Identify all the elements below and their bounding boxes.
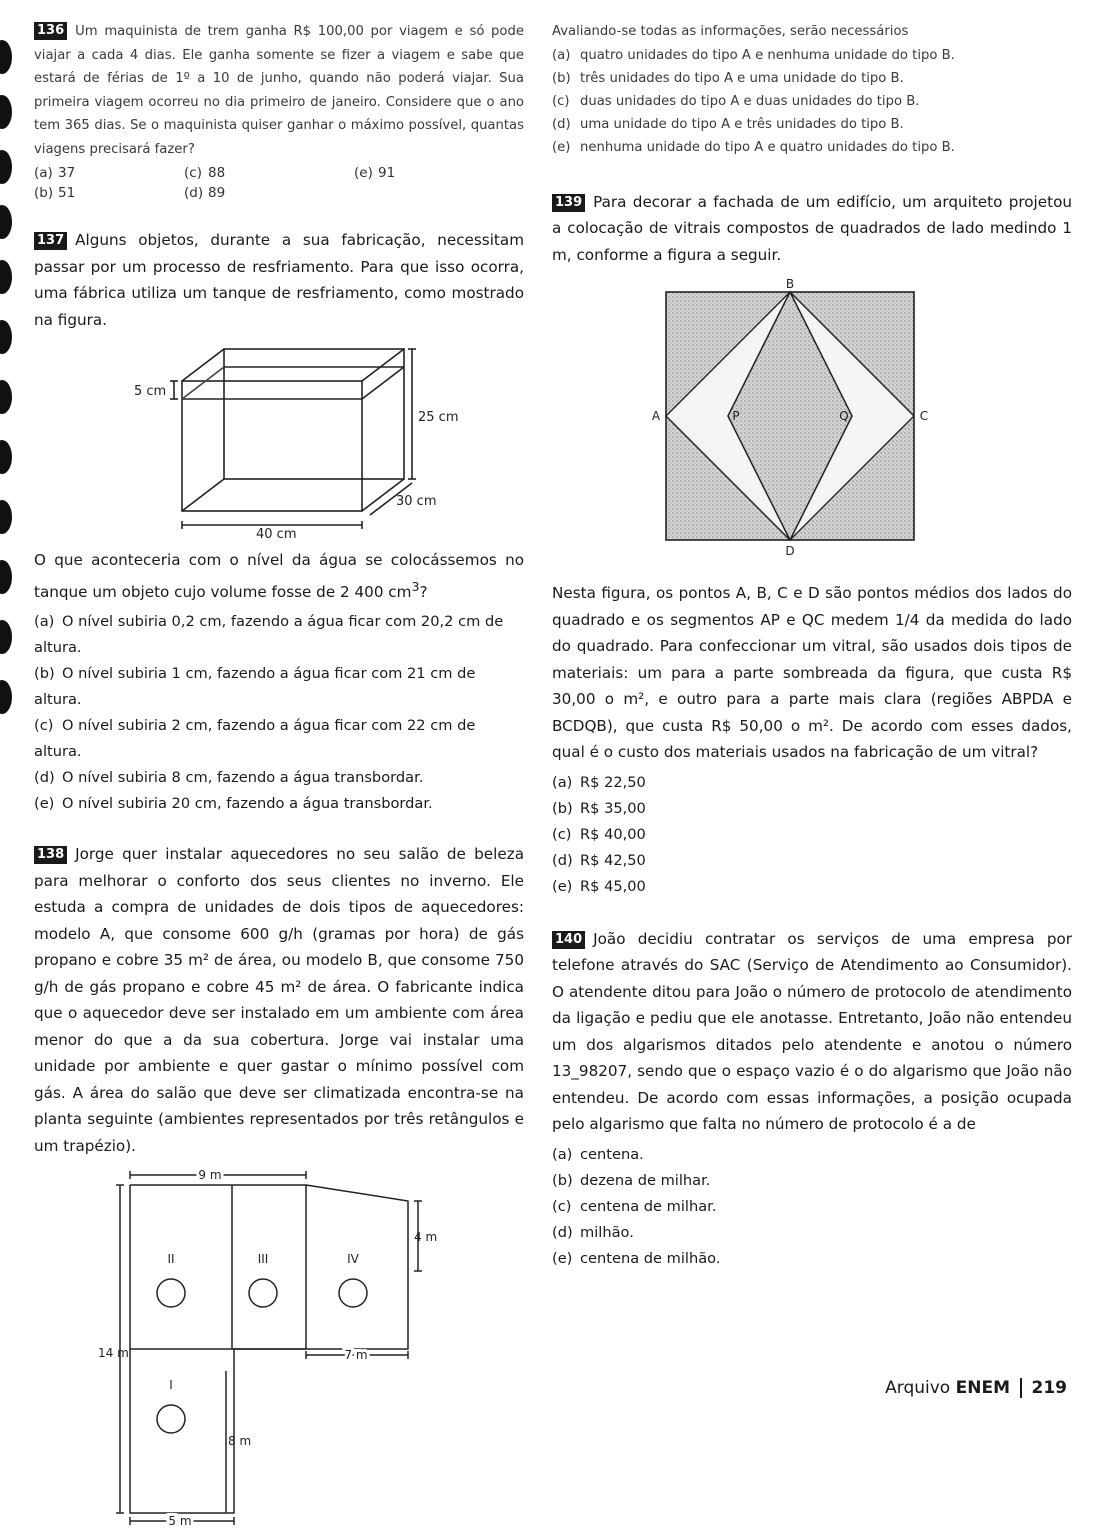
prompt-superscript: 3 bbox=[411, 578, 420, 594]
option-d bbox=[184, 185, 354, 201]
option-e bbox=[34, 791, 524, 817]
option-text: 89 bbox=[208, 185, 226, 201]
point-d-label: D bbox=[785, 544, 795, 558]
tank-figure bbox=[34, 341, 524, 541]
label-25cm: 25 cm bbox=[418, 410, 459, 425]
option-d bbox=[552, 848, 1072, 874]
option-letter: (c) bbox=[184, 165, 202, 181]
option-text: duas unidades do tipo A e duas unidades do tipo B. bbox=[580, 93, 920, 109]
point-c-label: C bbox=[919, 409, 929, 423]
option-c bbox=[552, 90, 1072, 113]
option-a bbox=[34, 165, 184, 181]
option-letter: (b) bbox=[34, 665, 55, 683]
options-list bbox=[34, 609, 524, 817]
option-text: 91 bbox=[378, 165, 396, 181]
binder-hole bbox=[0, 320, 12, 354]
option-text: quatro unidades do tipo A e nenhuma unidade do tipo B. bbox=[580, 47, 955, 63]
question-number: 136 bbox=[34, 22, 67, 40]
option-letter: (d) bbox=[34, 769, 55, 787]
option-d bbox=[34, 765, 524, 791]
tank-front-face bbox=[182, 381, 362, 511]
binder-holes bbox=[0, 0, 14, 1399]
option-text: R$ 40,00 bbox=[580, 825, 646, 843]
option-a bbox=[552, 770, 1072, 796]
option-text: centena de milhão. bbox=[580, 1249, 721, 1267]
binder-hole bbox=[0, 680, 12, 714]
option-letter: (b) bbox=[552, 1171, 573, 1189]
binder-hole bbox=[0, 620, 12, 654]
label-9m: 9 m bbox=[198, 1168, 222, 1183]
question-text bbox=[34, 20, 524, 161]
floor-plan-figure bbox=[34, 1168, 524, 1529]
option-a bbox=[552, 1142, 1072, 1168]
label-30cm: 30 cm bbox=[396, 494, 437, 509]
options-list bbox=[552, 1142, 1072, 1272]
point-p-label: P bbox=[732, 409, 740, 423]
point-q-label: Q bbox=[839, 409, 849, 423]
page-number: 219 bbox=[1031, 1378, 1067, 1398]
question-body: Jorge quer instalar aquecedores no seu salão de beleza para melhorar o conforto dos seus clientes no inverno. Ele estuda a compra de unidades de dois tipos de aquecedores: modelo A, que consome 600 g/h (gramas por hora) de gás propano e cobre 35 m² de área, ou modelo B, que consome 750 g/h de gás propano e cobre 45 m² de área. O fabricante indica que o aquecedor deve ser instalado em um ambiente com área menor do que a da sua cobertura. Jorge vai instalar uma unidade por ambiente e quer gastar o mínimo possível com gás. A área do salão que deve ser climatizada encontra-se na planta seguinte (ambientes representados por três retângulos e um trapézio). bbox=[34, 845, 524, 1155]
question-body: Para decorar a fachada de um edifício, um arquiteto projetou a colocação de vitrais compostos de quadrados de lado medindo 1 m, conforme a figura a seguir. bbox=[552, 192, 1072, 264]
binder-hole bbox=[0, 500, 12, 534]
question-text bbox=[552, 189, 1072, 269]
question-137 bbox=[34, 227, 524, 817]
option-letter: (e) bbox=[34, 795, 55, 813]
options-list bbox=[552, 44, 1072, 159]
option-text: três unidades do tipo A e uma unidade do tipo B. bbox=[580, 70, 904, 86]
label-7m: 7 m bbox=[344, 1348, 368, 1363]
question-136 bbox=[34, 20, 524, 201]
option-b bbox=[552, 1168, 1072, 1194]
prompt-end: ? bbox=[419, 582, 428, 601]
question-number: 139 bbox=[552, 194, 585, 212]
question-text bbox=[34, 841, 524, 1159]
option-text: dezena de milhar. bbox=[580, 1171, 711, 1189]
option-d bbox=[552, 113, 1072, 136]
option-text: centena de milhar. bbox=[580, 1197, 717, 1215]
option-e bbox=[354, 165, 474, 181]
question-138 bbox=[34, 841, 524, 1529]
prompt-text: O que aconteceria com o nível da água se colocássemos no tanque um objeto cujo volume fosse de 2 400 cm bbox=[34, 551, 524, 601]
option-letter: (e) bbox=[552, 139, 571, 155]
binder-hole bbox=[0, 205, 12, 239]
archive-brand: ENEM bbox=[955, 1378, 1010, 1398]
option-text: R$ 42,50 bbox=[580, 851, 646, 869]
question-number: 137 bbox=[34, 232, 67, 250]
question-140 bbox=[552, 926, 1072, 1272]
binder-hole bbox=[0, 95, 12, 129]
option-c bbox=[552, 822, 1072, 848]
tank-edge bbox=[362, 349, 404, 381]
option-text: R$ 35,00 bbox=[580, 799, 646, 817]
left-column bbox=[34, 20, 524, 1529]
option-letter: (d) bbox=[552, 116, 571, 132]
archive-label bbox=[885, 1378, 1010, 1398]
option-text: milhão. bbox=[580, 1223, 634, 1241]
option-e bbox=[552, 136, 1072, 159]
heater-circle bbox=[157, 1279, 185, 1307]
option-b bbox=[552, 796, 1072, 822]
archive-prefix: Arquivo bbox=[885, 1378, 951, 1398]
stained-glass-figure bbox=[552, 276, 1072, 566]
question-number: 138 bbox=[34, 846, 67, 864]
option-e bbox=[552, 874, 1072, 900]
binder-hole bbox=[0, 150, 12, 184]
room-label-ii: II bbox=[167, 1252, 175, 1267]
question-139 bbox=[552, 189, 1072, 900]
binder-hole bbox=[0, 40, 12, 74]
option-d bbox=[552, 1220, 1072, 1246]
point-a-label: A bbox=[651, 409, 661, 423]
page-footer bbox=[885, 1378, 1067, 1398]
right-column bbox=[552, 20, 1072, 1272]
option-letter: (b) bbox=[34, 185, 54, 201]
option-letter: (d) bbox=[552, 851, 573, 869]
stained-glass-diagram bbox=[552, 276, 1072, 566]
option-text: uma unidade do tipo A e três unidades do tipo B. bbox=[580, 116, 904, 132]
label-8m: 8 m bbox=[228, 1434, 252, 1449]
option-c bbox=[552, 1194, 1072, 1220]
room-label-iv: IV bbox=[347, 1252, 359, 1267]
label-5m: 5 m bbox=[168, 1514, 192, 1529]
heater-circle bbox=[339, 1279, 367, 1307]
tank-back-face bbox=[224, 349, 404, 479]
option-text: O nível subiria 2 cm, fazendo a água ficar com 22 cm de altura. bbox=[34, 717, 476, 761]
room-label-i: I bbox=[169, 1378, 173, 1393]
option-letter: (c) bbox=[552, 1197, 572, 1215]
option-text: R$ 45,00 bbox=[580, 877, 646, 895]
options-grid bbox=[34, 165, 524, 201]
option-letter: (e) bbox=[552, 1249, 573, 1267]
option-letter: (e) bbox=[552, 877, 573, 895]
option-c bbox=[184, 165, 354, 181]
option-a bbox=[552, 44, 1072, 67]
option-text: O nível subiria 1 cm, fazendo a água ficar com 21 cm de altura. bbox=[34, 665, 476, 709]
option-text: centena. bbox=[580, 1145, 644, 1163]
option-letter: (e) bbox=[354, 165, 373, 181]
question-prompt bbox=[34, 547, 524, 605]
option-letter: (a) bbox=[552, 47, 571, 63]
water-level-line bbox=[182, 367, 224, 399]
floor-plan-diagram bbox=[34, 1168, 524, 1529]
point-b-label: B bbox=[785, 277, 795, 291]
options-list bbox=[552, 770, 1072, 900]
question-details: Nesta figura, os pontos A, B, C e D são pontos médios dos lados do quadrado e os segmentos AP e QC medem 1/4 da medida do lado do quadrado. Para confeccionar um vitral, são usados dois tipos de materiais: um para a parte sombreada da figura, que custa R$ 30,00 o m², e outro para a parte mais clara (regiões ABPDA e BCDQB), que custa R$ 50,00 o m². De acordo com esses dados, qual é o custo dos materiais usados na fabricação de um vitral? bbox=[552, 584, 1072, 761]
option-text: R$ 22,50 bbox=[580, 773, 646, 791]
question-number: 140 bbox=[552, 931, 585, 949]
question-138-continuation bbox=[552, 20, 1072, 159]
option-letter: (d) bbox=[552, 1223, 573, 1241]
binder-hole bbox=[0, 260, 12, 294]
tank-edge bbox=[182, 349, 224, 381]
tank-edge bbox=[182, 479, 224, 511]
option-text: O nível subiria 8 cm, fazendo a água transbordar. bbox=[62, 769, 424, 787]
option-letter: (c) bbox=[552, 93, 570, 109]
label-4m: 4 m bbox=[414, 1230, 438, 1245]
water-level-line bbox=[182, 367, 404, 399]
label-40cm: 40 cm bbox=[256, 527, 297, 542]
option-text: O nível subiria 0,2 cm, fazendo a água ficar com 20,2 cm de altura. bbox=[34, 613, 504, 657]
binder-hole bbox=[0, 440, 12, 474]
heater-circle bbox=[157, 1405, 185, 1433]
option-b bbox=[34, 661, 524, 713]
heater-circle bbox=[249, 1279, 277, 1307]
option-letter: (a) bbox=[552, 773, 573, 791]
label-14m: 14 m bbox=[98, 1346, 129, 1361]
binder-hole bbox=[0, 560, 12, 594]
question-body: Um maquinista de trem ganha R$ 100,00 por viagem e só pode viajar a cada 4 dias. Ele ganha somente se fizer a viagem e sabe que estará de férias de 1º a 10 de junho, quando não poderá viajar. Sua primeira viagem ocorreu no dia primeiro de janeiro. Considere que o ano tem 365 dias. Se o maquinista quiser ganhar o máximo possível, quantas viagens precisará fazer? bbox=[34, 24, 524, 157]
option-letter: (c) bbox=[552, 825, 572, 843]
option-text: 88 bbox=[208, 165, 226, 181]
option-letter: (d) bbox=[184, 185, 204, 201]
option-e bbox=[552, 1246, 1072, 1272]
option-text: 51 bbox=[58, 185, 76, 201]
question-prompt: Avaliando-se todas as informações, serão necessários bbox=[552, 24, 909, 39]
option-letter: (a) bbox=[552, 1145, 573, 1163]
option-b bbox=[552, 67, 1072, 90]
option-text: O nível subiria 20 cm, fazendo a água transbordar. bbox=[62, 795, 433, 813]
footer-divider bbox=[1020, 1378, 1022, 1398]
option-letter: (b) bbox=[552, 70, 571, 86]
room-label-iii: III bbox=[257, 1252, 269, 1267]
question-text bbox=[34, 227, 524, 333]
option-b bbox=[34, 185, 184, 201]
option-letter: (b) bbox=[552, 799, 573, 817]
option-c bbox=[34, 713, 524, 765]
option-letter: (a) bbox=[34, 613, 55, 631]
tank-diagram bbox=[34, 341, 524, 541]
label-5cm: 5 cm bbox=[134, 384, 167, 399]
option-a bbox=[34, 609, 524, 661]
option-text: nenhuma unidade do tipo A e quatro unidades do tipo B. bbox=[580, 139, 955, 155]
question-body: João decidiu contratar os serviços de uma empresa por telefone através do SAC (Serviço de Atendimento ao Consumidor). O atendente ditou para João o número de protocolo de atendimento da ligação e pediu que ele anotasse. Entretanto, João não entendeu um dos algarismos ditados pelo atendente e anotou o número 13_98207, sendo que o espaço vazio é o do algarismo que João não entendeu. De acordo com essas informações, a posição ocupada pelo algarismo que falta no número de protocolo é a de bbox=[552, 929, 1072, 1133]
option-text: 37 bbox=[58, 165, 76, 181]
option-letter: (c) bbox=[34, 717, 54, 735]
option-letter: (a) bbox=[34, 165, 53, 181]
question-text bbox=[552, 926, 1072, 1138]
question-body: Alguns objetos, durante a sua fabricação, necessitam passar por um processo de resfriamento. Para que isso ocorra, uma fábrica utiliza um tanque de resfriamento, como mostrado na figura. bbox=[34, 231, 524, 329]
binder-hole bbox=[0, 380, 12, 414]
